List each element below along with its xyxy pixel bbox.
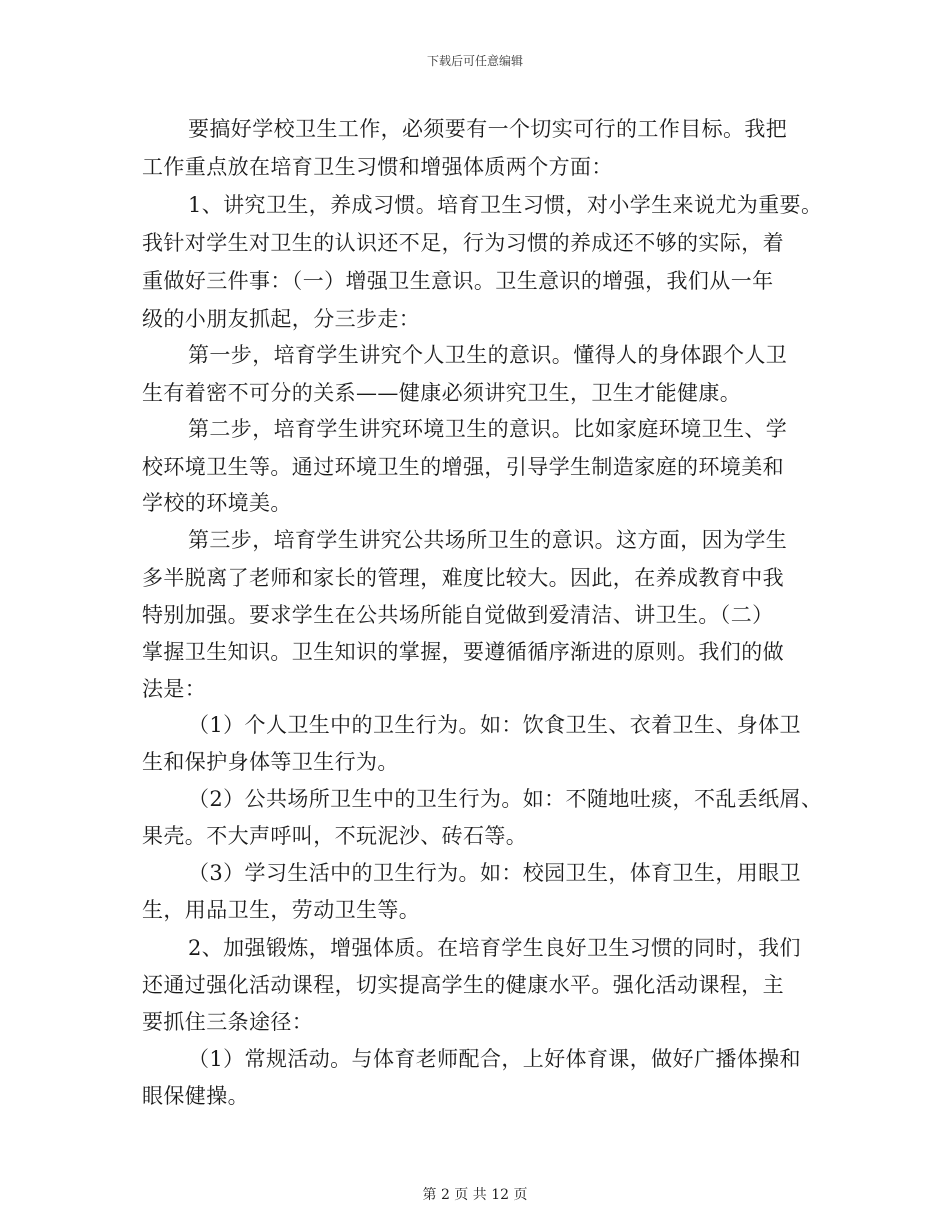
body-text-line: 果壳。不大声呼叫，不玩泥沙、砖石等。 xyxy=(142,824,528,848)
body-text-line: （1）常规活动。与体育老师配合，上好体育课，做好广播体操和 xyxy=(188,1047,801,1071)
body-text-line: 生和保护身体等卫生行为。 xyxy=(142,750,399,774)
body-text-line: 掌握卫生知识。卫生知识的掌握，要遵循循序渐进的原则。我们的做 xyxy=(142,640,784,664)
page-header: 下载后可任意编辑 xyxy=(426,54,523,68)
body-text-line: 校环境卫生等。通过环境卫生的增强，引导学生制造家庭的环境美和 xyxy=(142,455,784,479)
body-text-line: 我针对学生对卫生的认识还不足，行为习惯的养成还不够的实际，着 xyxy=(142,231,784,255)
body-text-line: 重做好三件事：（一）增强卫生意识。卫生意识的增强，我们从一年 xyxy=(142,269,774,293)
body-text-line: 还通过强化活动课程，切实提高学生的健康水平。强化活动课程，主 xyxy=(142,973,784,997)
body-text-line: 多半脱离了老师和家长的管理，难度比较大。因此，在养成教育中我 xyxy=(142,566,784,590)
body-text-line: 级的小朋友抓起，分三步走： xyxy=(142,307,421,331)
body-text-line: 要搞好学校卫生工作，必须要有一个切实可行的工作目标。我把 xyxy=(188,117,788,141)
body-text-line: 第二步，培育学生讲究环境卫生的意识。比如家庭环境卫生、学 xyxy=(188,417,788,441)
body-text-line: 第三步，培育学生讲究公共场所卫生的意识。这方面，因为学生 xyxy=(188,528,788,552)
body-text-line: 法是： xyxy=(142,677,207,701)
body-text-line: （3）学习生活中的卫生行为。如：校园卫生，体育卫生，用眼卫 xyxy=(188,861,801,885)
body-text-line: 1、讲究卫生，养成习惯。培育卫生习惯，对小学生来说尤为重要。 xyxy=(188,193,823,217)
body-text-line: 特别加强。要求学生在公共场所能自觉做到爱清洁、讲卫生。（二） xyxy=(142,603,774,627)
body-text-line: （1）个人卫生中的卫生行为。如：饮食卫生、衣着卫生、身体卫 xyxy=(188,713,801,737)
body-text-line: 要抓住三条途径： xyxy=(142,1010,314,1034)
body-text-line: 工作重点放在培育卫生习惯和增强体质两个方面： xyxy=(142,155,613,179)
body-text-line: 生有着密不可分的关系——健康必须讲究卫生，卫生才能健康。 xyxy=(142,381,742,405)
body-text-line: 生，用品卫生，劳动卫生等。 xyxy=(142,898,421,922)
body-text-line: 眼保健操。 xyxy=(142,1084,249,1108)
body-text-line: （2）公共场所卫生中的卫生行为。如：不随地吐痰，不乱丢纸屑、 xyxy=(188,787,823,811)
page-number: 第 2 页 共 12 页 xyxy=(422,1187,528,1203)
body-text-line: 2、加强锻炼，增强体质。在培育学生良好卫生习惯的同时，我们 xyxy=(188,936,801,960)
body-text-line: 学校的环境美。 xyxy=(142,491,292,515)
body-text-line: 第一步，培育学生讲究个人卫生的意识。懂得人的身体跟个人卫 xyxy=(188,343,788,367)
